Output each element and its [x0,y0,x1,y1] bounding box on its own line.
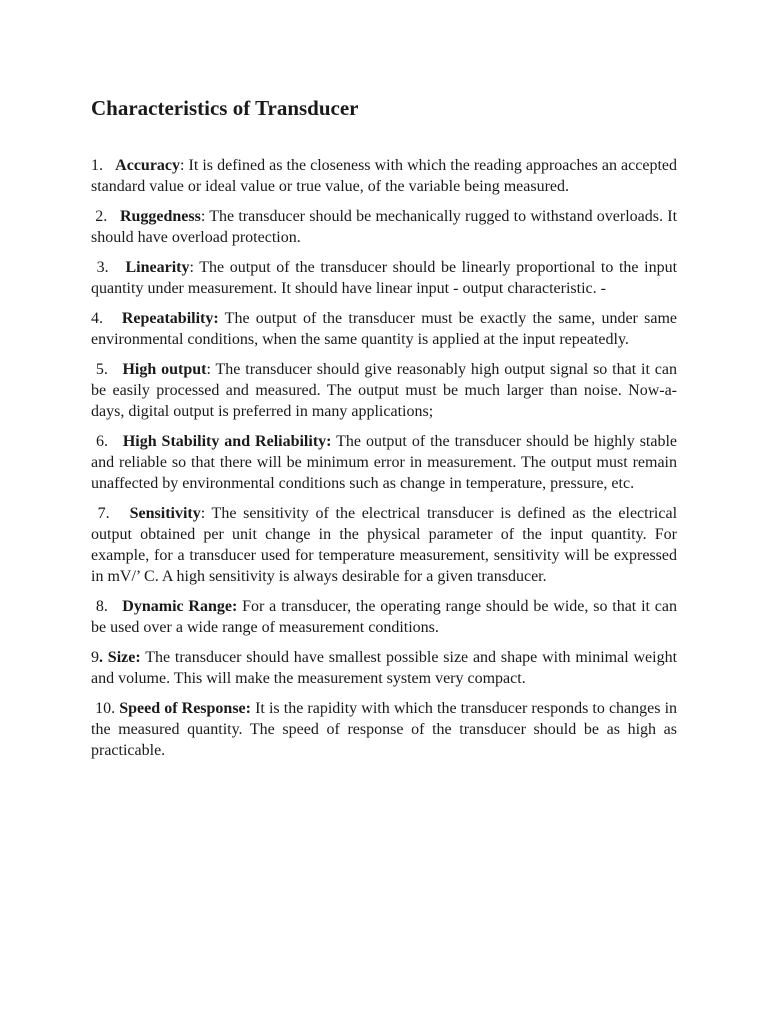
list-item-size [91,647,677,689]
list-item-linearity [91,257,677,299]
item-term: Accuracy [115,157,181,174]
item-number: 7. [91,505,130,522]
item-number: 9 [91,649,99,666]
item-number: 2. [91,208,120,225]
item-body: : The sensitivity of the electrical transducer is defined as the electrical output obtained per unit change in the physical parameter of the input quantity. For example, for a transducer used for temperature measurement, sensitivity will be expressed in mV/’ C. A high sensitivity is always desirable for a given transducer. [91,505,678,585]
item-term: . Size: [99,649,141,666]
item-body: The output of the transducer should be highly stable and reliable so that there will be minimum error in measurement. The output must remain unaffected by environmental conditions such as change in temperature, pressure, etc. [91,433,678,492]
list-item-ruggedness [91,206,677,248]
item-number: 6. [91,433,123,450]
item-term: High output [122,361,207,378]
item-body: : The output of the transducer should be linearly proportional to the input quantity under measurement. It should have linear input - output characteristic. - [91,259,678,297]
list-item-stability-reliability [91,431,677,494]
item-number: 4. [91,310,122,327]
characteristics-list [91,155,677,761]
list-item-repeatability [91,308,677,350]
item-term: Dynamic Range: [122,598,238,615]
item-term: Sensitivity [129,505,201,522]
item-body: : The transducer should give reasonably high output signal so that it can be easily processed and measured. The output must be much larger than noise. Now-a-days, digital output is preferred in many applications; [91,361,677,420]
item-body: The output of the transducer must be exactly the same, under same environmental conditions, when the same quantity is applied at the input repeatedly. [91,310,678,348]
item-number: 8. [91,598,123,615]
item-number: 3. [91,259,126,276]
item-term: Ruggedness [119,208,201,225]
item-term: Linearity [125,259,190,276]
item-term: Repeatability: [121,310,219,327]
list-item-dynamic-range [91,596,677,638]
item-body: : The transducer should be mechanically rugged to withstand overloads. It should have overload protection. [91,208,678,246]
item-body: The transducer should have smallest possible size and shape with minimal weight and volume. This will make the measurement system very compact. [91,649,678,687]
list-item-accuracy [91,155,677,197]
item-number: 1. [91,157,116,174]
list-item-high-output [91,359,677,422]
item-number: 5. [91,361,123,378]
item-body: : It is defined as the closeness with which the reading approaches an accepted standard value or ideal value or true value, of the variable being measured. [91,157,677,195]
item-term: High Stability and Reliability: [122,433,332,450]
item-body: It is the rapidity with which the transducer responds to changes in the measured quantity. The speed of response of the transducer should be as high as practicable. [91,700,678,759]
list-item-sensitivity [91,503,677,587]
item-term: Speed of Response: [119,700,251,717]
item-body: For a transducer, the operating range should be wide, so that it can be used over a wide range of measurement conditions. [91,598,677,636]
document-title: Characteristics of Transducer [91,96,359,120]
list-item-speed-of-response [91,698,677,761]
document-page [91,94,677,770]
item-number: 10. [91,700,120,717]
